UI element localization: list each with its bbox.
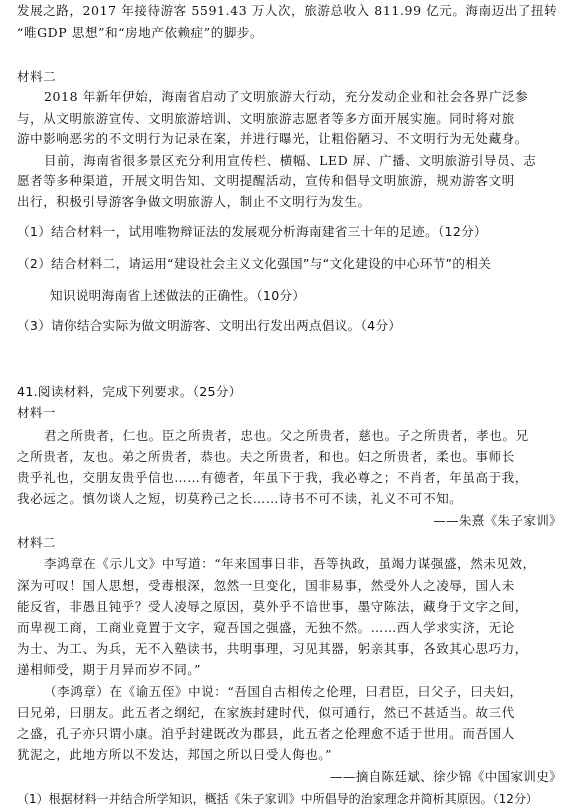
text-line: 与，从文明旅游宣传、文明旅游培训、文明旅游志愿者等多方面开展实施。同时将对旅 [17,111,515,126]
section-heading: 材料一 [17,405,56,420]
text-line: 曰兄弟，曰朋友。此五者之纲纪，在家族封建时代，似可通行，然已不甚适当。故三代 [17,705,515,720]
text-line: 而卑视工商，工商业竟置于文字，窥吾国之强盛，无独不然。……西人学求实济，无论 [17,620,515,635]
text-line: 我必远之。慎勿谈人之短，切莫矜己之长……诗书不可不读，礼义不可不知。 [17,491,463,506]
source-citation: ——朱熹《朱子家训》 [433,513,562,528]
question-heading: 41.阅读材料，完成下列要求。（25分） [17,384,242,399]
text-line: 能反省，非愚且钝乎？受人凌辱之原因，莫外乎不谙世事，墨守陈法，藏身于文字之间， [17,599,528,614]
question: （1）结合材料一，试用唯物辩证法的发展观分析海南建省三十年的足迹。（12分） [17,224,487,239]
text-line: 为士、为工、为兵，无不入塾读书，共明事理，习见其器，躬亲其事，各致其心思巧力， [17,641,528,656]
text-line: 游中影响恶劣的不文明行为记录在案，并进行曝光，让粗俗陋习、不文明行为无处藏身。 [17,131,528,146]
section-heading: 材料二 [17,69,57,84]
question: （2）结合材料二，请运用“建设社会主义文化强国”与“文化建设的中心环节”的相关 [17,256,491,271]
text-line: 递相师受，期于月异而岁不同。” [17,662,202,677]
text-line: 犹泥之，此地方所以不发达，邦国之所以日受人侮也。” [17,747,333,762]
section-heading: 材料二 [17,535,56,550]
text-line: 愿者等多种渠道，开展文明告知、文明提醒活动，宣传和倡导文明旅游，规劝游客文明 [17,173,515,188]
text-line: （李鸿章）在《谕五侄》中说：“吾国自古相传之伦理，曰君臣，曰父子，曰夫妇， [44,684,523,699]
text-line: 之所贵者，友也。弟之所贵者，恭也。夫之所贵者，和也。妇之所贵者，柔也。事师长 [17,449,515,464]
question: （1）根据材料一并结合所学知识，概括《朱子家训》中所倡导的治家理念并简析其原因。（12分） [17,792,538,806]
text-line: 之盛，孔子亦只谓小康。洎乎封建既改为郡县，此五者之伦理愈不适于世用。而吾国人 [17,726,515,741]
text-line: 深为可叹！国人思想，受毒根深，忽然一旦变化，国非易事，然受外人之凌辱，国人未 [17,578,515,593]
text-line: 李鸿章在《示儿文》中写道：“年来国事日非，吾等执政，虽竭力谋强盛，然未见效， [44,556,536,571]
text-line: 君之所贵者，仁也。臣之所贵者，忠也。父之所贵者，慈也。子之所贵者，孝也。兄 [44,428,529,443]
question: （3）请你结合实际为做文明游客、文明出行发出两点倡议。（4分） [17,318,402,333]
text-line: 出行，积极引导游客争做文明旅游人，制止不文明行为发生。 [17,194,371,209]
source-citation: ——摘自陈廷斌、徐少锦《中国家训史》 [329,769,562,784]
text-line: 目前，海南省很多景区充分利用宣传栏、横幅、LED 屏、广播、文明旅游引导员、志 [44,153,537,168]
question: 知识说明海南省上述做法的正确性。（10分） [50,288,306,303]
text-line: 发展之路，2017 年接待游客 5591.43 万人次，旅游总收入 811.99 亿元。海南迈出了扭转 [17,3,558,18]
text-line: 贵乎礼也，交朋友贵乎信也……有德者，年虽下于我，我必尊之；不肖者，年虽高于我， [17,470,528,485]
text-line: 2018 年新年伊始，海南省启动了文明旅游大行动，充分发动企业和社会各界广泛参 [44,89,529,104]
text-line: “唯GDP 思想”和“房地产依赖症”的脚步。 [17,25,264,40]
